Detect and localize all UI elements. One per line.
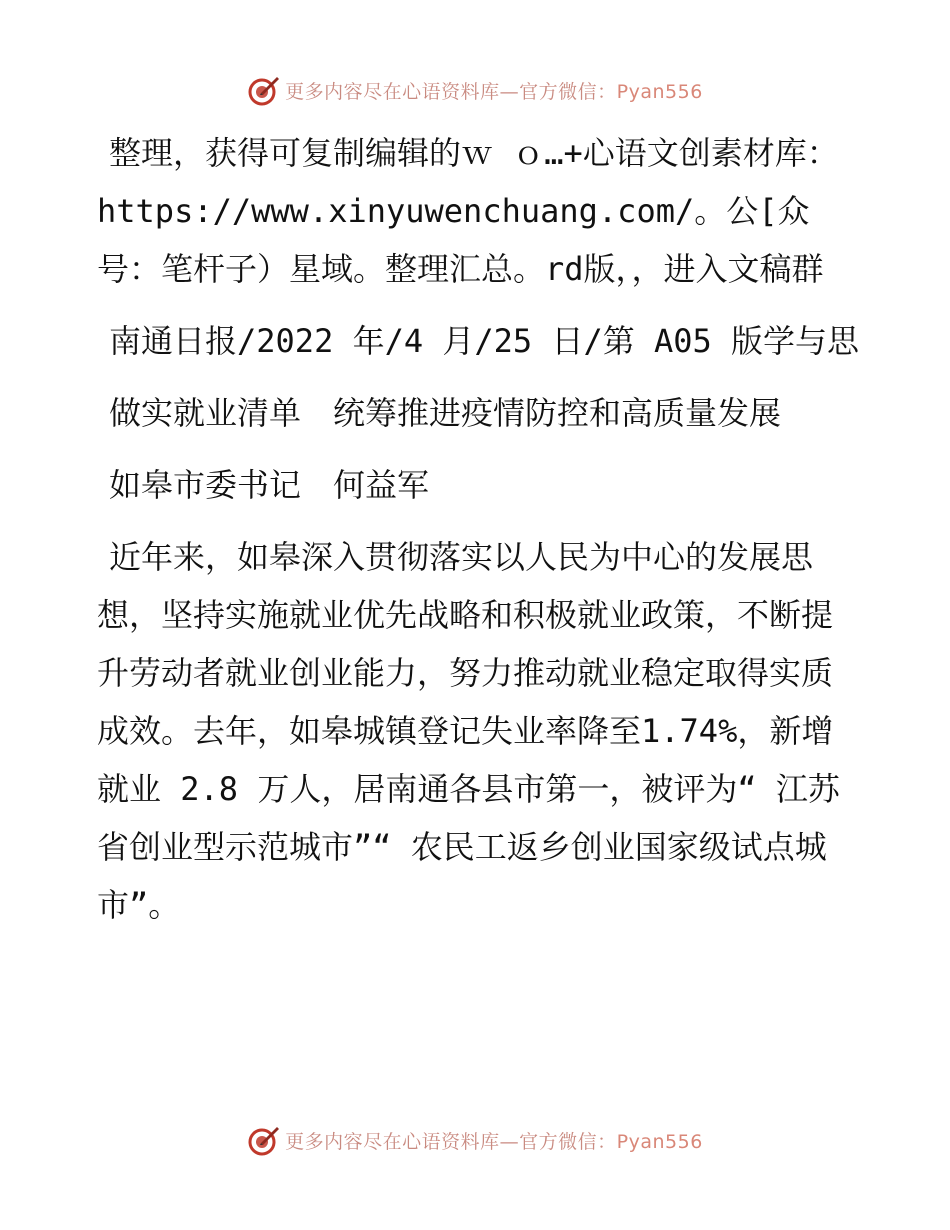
intro-paragraph: 整理，获得可复制编辑的ｗ ｏ…+心语文创素材库：https://www.xinyuwenchuang.com/。公[众号：笔杆子）星域。整理汇总。rd版，，进入文稿群 [97,134,839,288]
body-paragraph: 近年来，如皋深入贯彻落实以人民为中心的发展思想，坚持实施就业优先战略和积极就业政策，不断提升劳动者就业创业能力，努力推动就业稳定取得实质成效。去年，如皋城镇登记失业率降至1.74%，新增就业 2.8 万人，居南通各县市第一，被评为“ 江苏省创业型示范城市”“ 农民工返乡创业国家级试点城市”。 [97,538,840,924]
watermark-wechat-id: Pyan556 [616,80,703,103]
watermark-wechat-id: Pyan556 [616,1130,703,1153]
pen-circle-logo-icon [247,73,281,107]
watermark-text: 更多内容尽在心语资料库—官方微信： [285,80,617,103]
article-title: 做实就业清单 统筹推进疫情防控和高质量发展 [109,394,782,432]
author-line: 如皋市委书记 何益军 [109,466,430,504]
header-watermark [0,70,950,110]
pen-circle-logo-icon [247,1123,281,1157]
watermark-text: 更多内容尽在心语资料库—官方微信： [285,1130,617,1153]
document-body [97,124,860,934]
source-line: 南通日报/2022 年/4 月/25 日/第 A05 版学与思 [109,322,860,360]
footer-watermark [0,1120,950,1160]
